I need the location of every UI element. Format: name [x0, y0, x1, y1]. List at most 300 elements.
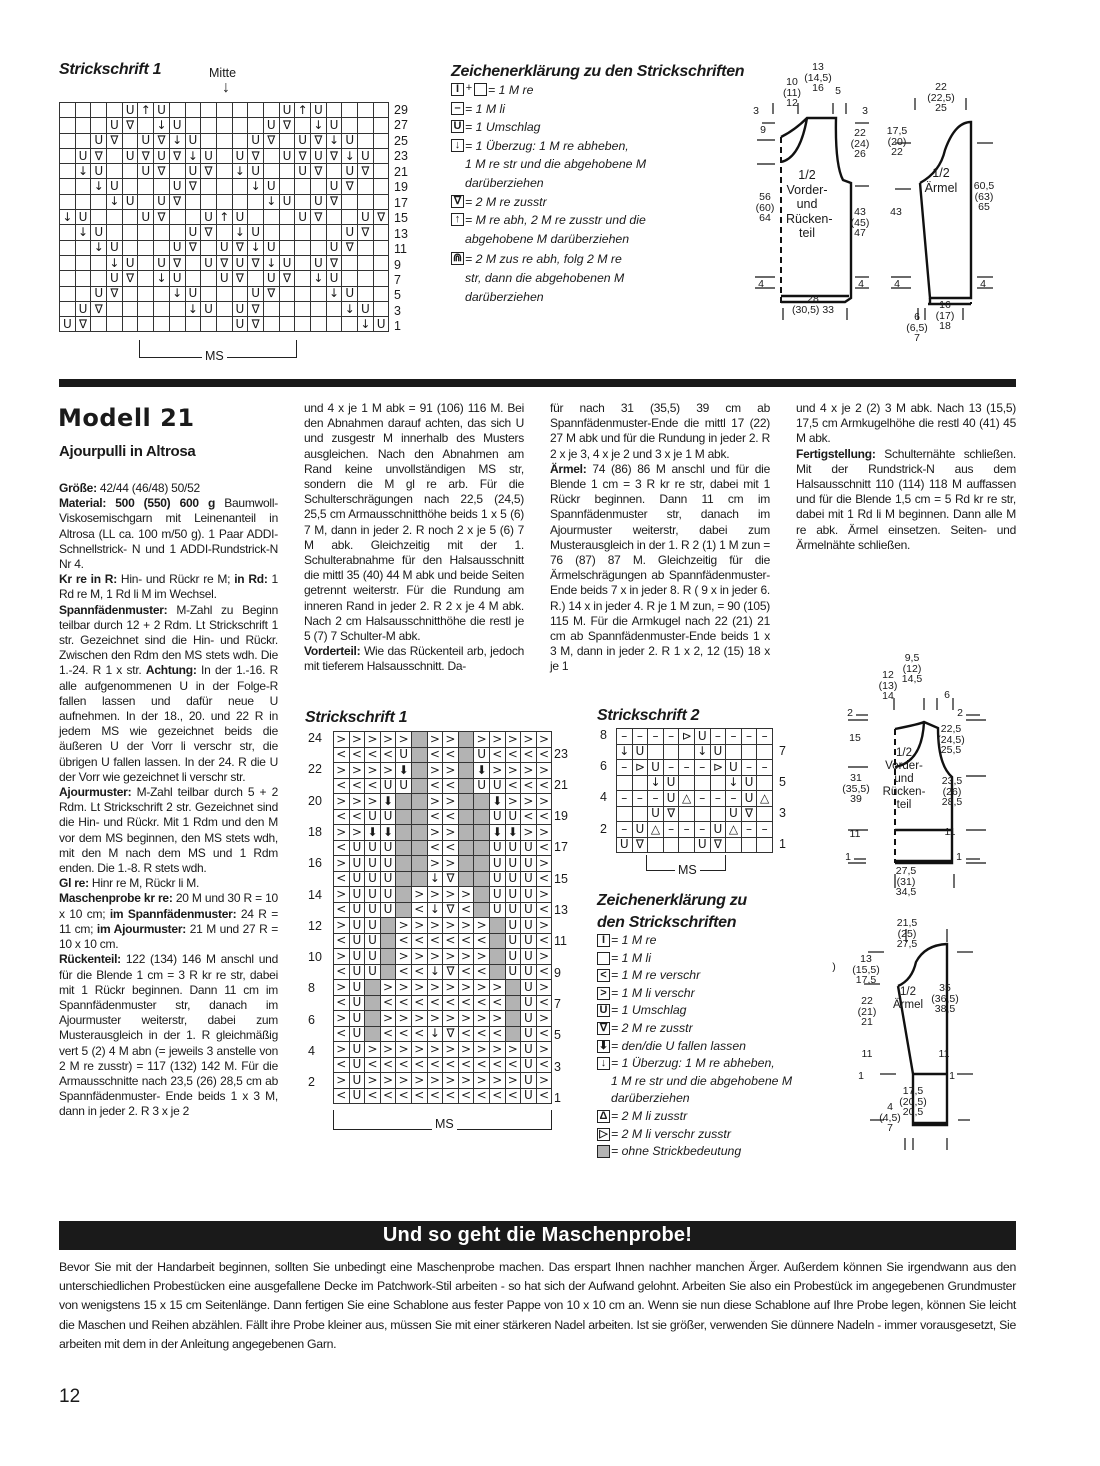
- chart-cell: [279, 286, 295, 301]
- chart-cell: <: [458, 1057, 474, 1073]
- dim-sleeve-top: 22 (22,5) 25: [927, 81, 955, 114]
- chart-cell: U: [232, 255, 248, 270]
- chart-cell: >: [427, 918, 443, 934]
- chart-cell: [201, 271, 217, 286]
- chart-cell: U: [358, 301, 374, 316]
- paragraph: [550, 462, 770, 675]
- chart-cell: >: [334, 732, 350, 748]
- chart-cell: U: [521, 840, 537, 856]
- chart-cell: [185, 271, 201, 286]
- chart-cell: ↓: [91, 179, 107, 194]
- chart-cell: [75, 103, 91, 118]
- chart-cell: [358, 271, 374, 286]
- chart-cell: >: [474, 980, 490, 996]
- chart-cell: [279, 164, 295, 179]
- chart-row: [334, 887, 552, 903]
- chart-cell: ∇: [91, 301, 107, 316]
- chart-cell: –: [757, 760, 773, 776]
- chart-cell: >: [536, 732, 552, 748]
- knit-symbol-icon: –: [451, 102, 464, 115]
- chart-cell: [505, 1026, 521, 1042]
- chart-cell: U: [342, 133, 358, 148]
- chart-cell: U: [91, 225, 107, 240]
- row-number: 5: [779, 774, 786, 789]
- chart-cell: >: [334, 1011, 350, 1027]
- dim2-neck-width: 12 (13) 14: [878, 669, 898, 702]
- chart-cell: U: [358, 148, 374, 163]
- chart-cell: <: [334, 1026, 350, 1042]
- chart-cell: [107, 148, 123, 163]
- chart-row: [334, 1042, 552, 1058]
- chart-cell: U: [185, 286, 201, 301]
- chart-cell: ∇: [169, 148, 185, 163]
- neck-curve: [781, 118, 807, 162]
- legend1-title: Zeichenerklärung zu den Strickschriften: [451, 63, 745, 80]
- gauge-section-text: Bevor Sie mit der Handarbeit beginnen, sollten Sie unbedingt eine Maschenprobe machen. Das erspart Ihnen nachher manchen Ärger. Außerdem können Sie irgendwann aus den unterschiedlichen Probestücken eine ausgefallene Decke im Patchwork-Stil arbeiten - so hat sich der Aufwand gelohnt. Arbeiten Sie also ein Probestück im angegebenen Grundmuster von wenigstens 15 x 15 cm Seitenlänge. Dann fertigen Sie eine Schablone aus fester Pappe von 10 x 10 cm an. Wenn sie nun diese Schablone auf Ihre Probe legen, können Sie leicht die Maschen und Reihen abzählen. Fällt ihre Probe kleiner aus, müssen Sie mit einer stärkeren Nadel arbeiten. Ist sie größer, verwenden Sie dünnere Nadeln - immer vorausgesetzt, Sie arbeiten mit dem in der Anleitung angegebenen Garn.: [59, 1260, 1016, 1351]
- chart-cell: >: [427, 732, 443, 748]
- chart-cell: U: [349, 1042, 365, 1058]
- chart3-repeat-label: MS: [675, 863, 700, 877]
- chart-cell: [373, 301, 389, 316]
- chart-cell: U: [380, 840, 396, 856]
- chart-cell: ↓: [107, 255, 123, 270]
- chart-cell: >: [536, 980, 552, 996]
- chart-cell: ∇: [358, 225, 374, 240]
- chart-row: [617, 806, 773, 822]
- chart-cell: [75, 194, 91, 209]
- row-number: 2: [600, 821, 607, 836]
- chart3-title: Strickschrift 2: [597, 707, 700, 724]
- chart-row: [617, 729, 773, 745]
- chart-cell: ↓: [726, 775, 742, 791]
- chart-cell: <: [380, 1088, 396, 1104]
- chart-cell: U: [521, 902, 537, 918]
- chart-cell: ∇: [122, 271, 138, 286]
- dim2-sleeve-hem-right: 1: [949, 1070, 955, 1082]
- chart-cell: [248, 194, 264, 209]
- chart-cell: [107, 225, 123, 240]
- chart-cell: [358, 240, 374, 255]
- knit-symbol-icon: <: [597, 969, 610, 982]
- chart-cell: U: [380, 856, 396, 872]
- chart-cell: <: [365, 1088, 381, 1104]
- row-number: 11: [554, 934, 567, 949]
- chart-cell: ↓: [169, 286, 185, 301]
- chart-cell: ↓: [232, 164, 248, 179]
- body-label: 1/2 Vorder- und Rücken- teil: [786, 168, 833, 240]
- chart-cell: [279, 210, 295, 225]
- chart-cell: ∇: [632, 837, 648, 853]
- chart-cell: U: [380, 887, 396, 903]
- chart-cell: [396, 856, 412, 872]
- chart-cell: <: [489, 747, 505, 763]
- chart-cell: U: [169, 271, 185, 286]
- chart-cell: [679, 744, 695, 760]
- chart-cell: U: [201, 255, 217, 270]
- chart-cell: >: [365, 1073, 381, 1089]
- chart-cell: [201, 103, 217, 118]
- chart-cell: <: [365, 778, 381, 794]
- chart-cell: U: [632, 822, 648, 838]
- chart-cell: U: [122, 148, 138, 163]
- chart-cell: <: [489, 1026, 505, 1042]
- chart-cell: U: [154, 103, 170, 118]
- chart-cell: [396, 871, 412, 887]
- chart-cell: –: [741, 729, 757, 745]
- chart-cell: [185, 103, 201, 118]
- paragraph: [59, 891, 278, 952]
- chart-cell: ↓: [358, 317, 374, 332]
- chart-cell: U: [349, 1073, 365, 1089]
- chart-cell: U: [279, 148, 295, 163]
- chart-cell: [295, 317, 311, 332]
- chart-cell: [458, 747, 474, 763]
- chart-cell: U: [185, 225, 201, 240]
- chart-cell: [60, 240, 76, 255]
- body-text: Baumwoll-Viskosemischgarn mit Leinenanteil in Altrosa (LL ca. 100 m/50 g). 1 Paar ADDI-Schnellstrick- N und 1 ADDI-Rundstrick-N Nr 4.: [59, 496, 278, 572]
- bold-label: in Rd:: [234, 572, 268, 587]
- chart-cell: U: [489, 840, 505, 856]
- chart-cell: [138, 240, 154, 255]
- chart-cell: >: [489, 763, 505, 779]
- legend-item: [597, 1143, 807, 1161]
- dim-body-total: 56 (60) 64: [755, 191, 775, 224]
- row-number: 3: [779, 805, 786, 820]
- chart-cell: U: [295, 164, 311, 179]
- chart-cell: ∇: [358, 164, 374, 179]
- chart-cell: ∇: [75, 317, 91, 332]
- chart-cell: ∇: [311, 164, 327, 179]
- chart-cell: <: [536, 871, 552, 887]
- chart-cell: <: [334, 902, 350, 918]
- chart-cell: [326, 317, 342, 332]
- chart-cell: <: [411, 902, 427, 918]
- chart-cell: [663, 837, 679, 853]
- chart-cell: >: [443, 1011, 459, 1027]
- chart-cell: ∇: [311, 133, 327, 148]
- chart-cell: [311, 301, 327, 316]
- chart-cell: U: [521, 1042, 537, 1058]
- body-text: und 4 x je 2 (2) 3 M abk. Nach 13 (15,5) 17,5 cm Armkugelhöhe die restl 40 (41) 45 M abk.: [796, 401, 1016, 446]
- chart-cell: U: [648, 760, 664, 776]
- chart-cell: U: [279, 103, 295, 118]
- chart-cell: >: [521, 763, 537, 779]
- chart1-title: Strickschrift 1: [59, 61, 162, 78]
- chart-cell: [60, 271, 76, 286]
- chart-cell: <: [458, 933, 474, 949]
- dim2-cuff-a: 4 (4,5) 7: [879, 1101, 901, 1134]
- chart-cell: [342, 194, 358, 209]
- chart-cell: U: [365, 809, 381, 825]
- chart-cell: U: [505, 809, 521, 825]
- chart-cell: –: [663, 760, 679, 776]
- chart-cell: [138, 317, 154, 332]
- chart-cell: [263, 210, 279, 225]
- chart-cell: [489, 933, 505, 949]
- dim-rib-right: 4: [858, 278, 864, 290]
- chart-cell: [138, 225, 154, 240]
- chart-cell: ⊳: [710, 760, 726, 776]
- chart-cell: U: [521, 933, 537, 949]
- chart-cell: U: [521, 1011, 537, 1027]
- knit-symbol-icon: ▷: [597, 1128, 610, 1141]
- chart-cell: U: [358, 210, 374, 225]
- chart-cell: [710, 775, 726, 791]
- chart2-repeat-label: MS: [432, 1117, 457, 1131]
- chart-cell: <: [365, 747, 381, 763]
- chart-cell: [201, 179, 217, 194]
- dim2-sleeve-top: 21,5 (25) 27,5: [896, 917, 918, 950]
- bold-label: Spannfädenmuster:: [59, 602, 168, 617]
- body-text: 1 Rd re M, 1 Rd li M im Wechsel.: [59, 572, 278, 602]
- chart-cell: [122, 286, 138, 301]
- chart-cell: △: [648, 822, 664, 838]
- chart-cell: [295, 301, 311, 316]
- chart-cell: <: [411, 1057, 427, 1073]
- chart-cell: >: [349, 732, 365, 748]
- chart-cell: U: [380, 871, 396, 887]
- chart-cell: ∇: [443, 871, 459, 887]
- chart-cell: U: [349, 933, 365, 949]
- chart-cell: <: [505, 1088, 521, 1104]
- chart-cell: [505, 995, 521, 1011]
- legend-text: = 1 M re: [611, 933, 657, 947]
- row-number: 7: [554, 996, 561, 1011]
- chart-cell: <: [474, 964, 490, 980]
- chart-row: [334, 794, 552, 810]
- row-number: 4: [308, 1044, 315, 1058]
- body-text: Schulternähte schließen. Mit der Rundstrick-N aus dem Halsausschnitt 110 (114) 118 M auffassen und für die Blende 1,5 cm = 5 Rd kr re str, dabei mit 1 Rd li M beginnen. Dann alle M re abk. Ärmel einsetzen. Seiten- und Ärmelnähte schließen.: [796, 446, 1016, 552]
- chart-cell: U: [91, 164, 107, 179]
- chart-cell: [663, 744, 679, 760]
- chart-cell: U: [201, 148, 217, 163]
- chart-cell: U: [505, 902, 521, 918]
- legend-text: = den/die U fallen lassen: [611, 1038, 747, 1053]
- chart-cell: [216, 133, 232, 148]
- chart-cell: >: [365, 763, 381, 779]
- row-number: 27: [394, 118, 408, 133]
- chart-cell: [373, 194, 389, 209]
- chart-row: [60, 301, 389, 316]
- legend-text: = 2 M li zusstr: [611, 1108, 688, 1123]
- chart-cell: [60, 133, 76, 148]
- chart-cell: ⊳: [632, 760, 648, 776]
- legend-item: [451, 193, 741, 212]
- chart-cell: U: [349, 1088, 365, 1104]
- chart-cell: ∇: [279, 271, 295, 286]
- chart-cell: [279, 240, 295, 255]
- chart-cell: U: [122, 194, 138, 209]
- chart-cell: <: [536, 933, 552, 949]
- row-number: 23: [554, 746, 568, 761]
- dim2-sleeve-rib-right: 11: [938, 1048, 950, 1060]
- chart-row: [334, 763, 552, 779]
- chart-cell: <: [505, 747, 521, 763]
- chart-cell: >: [427, 1042, 443, 1058]
- body-text: 122 (134) 146 M anschl und für die Blende 1 cm = 3 R kr re str, dabei mit 1 Rückr beginnen. Dann 11 cm im Spannfädenmuster str, danach im Ajourmuster weiterstr, dabei zum Musterausgleich in der 1. R gleichmäßig vert 5 (2) 4 M abn (= jeweils 3 anstelle von 2 M re zusstr) = 117 (132) 142 M. Für die Armausschnitte nach 23,5 (26) 28,5 cm ab Spannfädenmuster- Ende beids 1 x 3 M, dann in jeder 2. R 3 x je 2: [59, 952, 278, 1119]
- paragraph: [796, 401, 1016, 447]
- chart-cell: [216, 164, 232, 179]
- chart-cell: [263, 317, 279, 332]
- legend-item: [597, 932, 807, 950]
- chart-cell: U: [138, 210, 154, 225]
- chart-cell: <: [349, 747, 365, 763]
- legend-text: = 2 M re zusstr: [465, 194, 547, 209]
- legend-item: [597, 1020, 807, 1038]
- legend-item: [451, 118, 741, 137]
- row-number: 5: [394, 288, 401, 303]
- chart-cell: U: [365, 902, 381, 918]
- chart-row: [60, 179, 389, 194]
- chart-cell: >: [443, 918, 459, 934]
- chart-cell: >: [411, 949, 427, 965]
- chart-cell: U: [60, 317, 76, 332]
- chart-cell: U: [663, 791, 679, 807]
- chart-cell: <: [536, 747, 552, 763]
- chart-cell: U: [726, 760, 742, 776]
- chart-cell: >: [536, 825, 552, 841]
- chart-row: [334, 825, 552, 841]
- chart-cell: >: [505, 1073, 521, 1089]
- chart-cell: >: [458, 918, 474, 934]
- chart-cell: U: [663, 775, 679, 791]
- chart-cell: >: [334, 856, 350, 872]
- chart-cell: [201, 317, 217, 332]
- chart-row: [334, 1057, 552, 1073]
- chart-cell: ∇: [248, 317, 264, 332]
- chart-cell: [694, 775, 710, 791]
- chart-cell: –: [710, 729, 726, 745]
- paragraph: [59, 572, 278, 602]
- row-number: 21: [394, 164, 408, 179]
- chart-cell: ∇: [201, 225, 217, 240]
- row-number: 5: [554, 1028, 561, 1043]
- chart-row: [334, 980, 552, 996]
- chart-cell: >: [536, 1011, 552, 1027]
- chart-cell: ∇: [326, 194, 342, 209]
- chart-cell: [396, 902, 412, 918]
- chart-cell: [365, 995, 381, 1011]
- chart-row: [334, 964, 552, 980]
- chart-cell: [458, 825, 474, 841]
- chart-cell: –: [741, 822, 757, 838]
- body-text: für nach 31 (35,5) 39 cm ab Spannfädenmuster-Ende die mittl 17 (22) 27 M abk und für die Rundung in jeder 2. R 2 x je 3, 4 x je 2 und 3 x je 1 M abk.: [550, 401, 770, 461]
- legend-item: [597, 1108, 807, 1126]
- chart-cell: U: [342, 286, 358, 301]
- chart-cell: [232, 118, 248, 133]
- chart-cell: [91, 271, 107, 286]
- row-number: 13: [394, 226, 408, 241]
- chart-cell: <: [349, 778, 365, 794]
- chart-cell: [411, 809, 427, 825]
- chart-cell: [91, 118, 107, 133]
- chart-cell: <: [458, 902, 474, 918]
- chart-cell: >: [536, 918, 552, 934]
- chart-cell: [263, 103, 279, 118]
- chart-cell: <: [334, 964, 350, 980]
- chart-cell: –: [726, 729, 742, 745]
- chart-cell: <: [521, 747, 537, 763]
- chart-cell: U: [185, 164, 201, 179]
- dim2-neck-depth: 15: [849, 732, 861, 744]
- chart2-title: Strickschrift 1: [305, 709, 408, 726]
- body-text: Hinr re M, Rückr li M.: [88, 876, 200, 891]
- chart-cell: [169, 210, 185, 225]
- chart-cell: U: [169, 179, 185, 194]
- chart-cell: [201, 118, 217, 133]
- dim2-shoulder: 6: [944, 689, 950, 701]
- dim2-hem-right: 1: [956, 851, 962, 863]
- chart-cell: U: [349, 918, 365, 934]
- chart-cell: U: [521, 1073, 537, 1089]
- chart-cell: U: [521, 856, 537, 872]
- chart-cell: [411, 747, 427, 763]
- chart-cell: △: [679, 791, 695, 807]
- knit-symbol-icon: ∇: [597, 1022, 610, 1035]
- chart-cell: ↓: [185, 301, 201, 316]
- chart-cell: >: [458, 1042, 474, 1058]
- chart-cell: [154, 240, 170, 255]
- knit-symbol-icon: ↑: [451, 213, 464, 226]
- chart-cell: <: [521, 778, 537, 794]
- chart-cell: U: [138, 133, 154, 148]
- chart-cell: [60, 148, 76, 163]
- chart-cell: >: [521, 732, 537, 748]
- chart-cell: [342, 255, 358, 270]
- chart-cell: –: [679, 822, 695, 838]
- chart-cell: >: [443, 732, 459, 748]
- chart-cell: >: [411, 1011, 427, 1027]
- chart3-grid: [616, 728, 773, 853]
- chart-cell: >: [411, 1042, 427, 1058]
- chart-cell: >: [427, 856, 443, 872]
- chart-cell: >: [489, 980, 505, 996]
- chart-cell: <: [427, 1088, 443, 1104]
- chart-cell: [411, 778, 427, 794]
- chart-cell: [60, 164, 76, 179]
- chart-cell: –: [617, 760, 633, 776]
- chart-cell: <: [334, 933, 350, 949]
- chart-cell: [216, 118, 232, 133]
- row-number: 7: [779, 743, 786, 758]
- chart1-repeat-label: MS: [202, 349, 227, 363]
- chart-cell: <: [427, 840, 443, 856]
- chart-cell: >: [396, 980, 412, 996]
- chart-cell: U: [380, 902, 396, 918]
- chart-cell: [91, 103, 107, 118]
- text-column-4: [796, 401, 1016, 553]
- legend-text: = 1 M li: [465, 101, 505, 116]
- chart-cell: [154, 179, 170, 194]
- dim2-sleeve-rib-left: 11: [861, 1048, 873, 1060]
- chart-cell: >: [427, 1011, 443, 1027]
- chart-cell: [380, 933, 396, 949]
- chart-cell: ∇: [373, 210, 389, 225]
- chart-cell: >: [334, 918, 350, 934]
- chart-row: [334, 1073, 552, 1089]
- chart-cell: ∇: [248, 148, 264, 163]
- dim2-hem-left: 1: [845, 851, 851, 863]
- chart-cell: U: [311, 103, 327, 118]
- chart-cell: >: [380, 1042, 396, 1058]
- chart-cell: [295, 271, 311, 286]
- chart-cell: U: [216, 240, 232, 255]
- chart-cell: [60, 118, 76, 133]
- row-number: 17: [394, 195, 408, 210]
- chart-cell: >: [396, 1011, 412, 1027]
- chart-cell: >: [380, 732, 396, 748]
- chart-cell: >: [427, 1073, 443, 1089]
